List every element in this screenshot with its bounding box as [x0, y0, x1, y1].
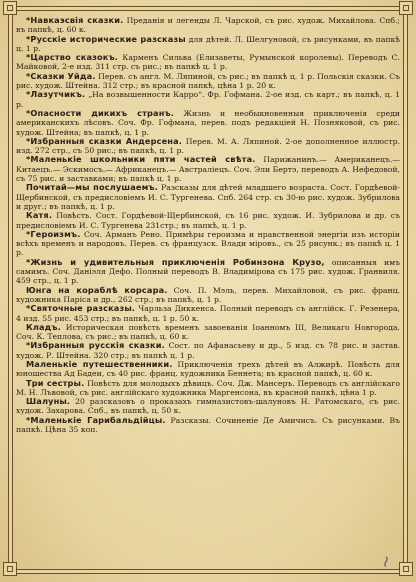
catalog-entry: [16, 304, 400, 323]
entry-title: Шалуны.: [26, 396, 71, 407]
entry-description: Повѣсть. Сост. Гордѣевой-Щербинской, съ 16 рис. худож. И. Зубрилова и др. съ предисловіемъ И. С. Тургенева 231стр.; въ папкѣ, ц. 1 р.: [16, 211, 400, 230]
entry-title: *Маленькіе школьники пяти частей свѣта.: [26, 154, 256, 165]
entry-title: *Избранныя русскія сказки.: [26, 340, 165, 351]
entry-description: для дѣтей. Л. Шелгуновой, съ рисунками, въ папкѣ ц. 1 р.: [16, 34, 400, 53]
entry-description: Приключенія трехъ дѣтей въ Алжирѣ. Повѣсть для юношества Ад Бадеи, съ 40 рис. франц. художника Беннета; въ красной папкѣ, ц. 60 к.: [16, 359, 400, 379]
catalog-entry: [16, 397, 400, 416]
entry-description: Историческая повѣсть временъ завоеванія Іоанномъ III, Великаго Новгорода. Соч. К. Теплова, съ рис.; въ папкѣ, ц. 60 к.: [16, 322, 400, 342]
catalog-entry: [16, 109, 400, 137]
entry-title: *Царство сказокъ.: [26, 52, 119, 63]
corner-ornament: [399, 562, 413, 576]
catalog-entry: [16, 379, 400, 398]
entry-title: *Святочные разсказы.: [26, 303, 136, 314]
catalog-entry: [16, 230, 400, 258]
entry-description: Повѣсть для молодыхъ дѣвицъ. Соч. Дж. Мансеръ. Переводъ съ англійскаго М. Н. Лъвовой, съ рис. англійскаго художника Маргенсона, въ красной папкѣ, цѣна 1 р.: [16, 378, 400, 397]
entry-title: *Избранныя сказки Андерсена.: [26, 135, 183, 146]
catalog-entry: [16, 341, 400, 360]
entry-description: Соч. Арманъ Рено. Примѣры героизма и нравственной энергіи изъ исторіи всѣхъ временъ и народовъ. Перев. съ французск. Влади міровъ., съ 25 рисунк.; въ папкѣ ц. 1 р.: [16, 229, 400, 258]
entry-title: Юнга на кораблѣ корсара.: [26, 284, 168, 295]
entry-title: Маленькіе путешественники.: [26, 358, 173, 369]
catalog-entry: [16, 360, 400, 379]
catalog-entry: [16, 211, 400, 230]
entry-description: Разсказы для дѣтей младшего возраста. Сост. Гордѣевой-Щербинской, съ предисловіемъ И. С. Тургенева. Спб. 264 стр. съ 30-ю рис. худож. Зубрилова и друг.; въ папкѣ, ц. 1 р.: [16, 183, 400, 211]
entry-title: *Героизмъ.: [26, 228, 81, 239]
entry-title: *Сказки Уйда.: [26, 70, 96, 81]
catalog-entry: [16, 323, 400, 342]
entry-description: Соч. П. Мэль, перев. Михайловой, съ рис. франц. художника Паріса и др., 262 стр.; въ папкѣ, ц. 1 р.: [16, 285, 400, 304]
corner-ornament: [399, 1, 413, 15]
corner-ornament: [3, 1, 17, 15]
catalog-entry: [16, 90, 400, 109]
entry-title: Катя.: [26, 210, 53, 221]
entry-title: *Навкаэсвія сказки.: [26, 16, 124, 25]
entry-title: *Лазутчикъ.: [26, 89, 86, 100]
entry-title: *Опасности дикихъ странъ.: [26, 107, 175, 118]
handwritten-annotation: ~: [374, 552, 396, 571]
catalog-entry: [16, 53, 400, 72]
entry-title: *Маленькіе Гарибальдійцы.: [26, 414, 166, 425]
entry-description: Карменъ Сильва (Елизаветы, Румынской королевы). Переводъ С. Майковой, 2-е изд. 311 стр. съ рис.; въ папкѣ ц. 1 р.: [16, 53, 400, 72]
entry-title: Почитай—мы послушаемъ.: [26, 182, 158, 193]
entry-description: Перев. М. А. Ляпиной. 2-ое дополненное иллюстр. изд. 272 стр., съ 50 рис.; въ папкѣ, ц. 1 р.: [16, 136, 400, 156]
entry-description: Чарльза Диккенса. Полный переводъ съ англійск. Г. Резенера, 4 изд. 55 рис. 453 стр.; въ папкѣ, ц. 1 р. 50 к.: [16, 304, 400, 323]
entry-title: *Жизнь и удивительныя приключенія Робинзона Крузо,: [26, 256, 325, 267]
entry-title: *Русскіе исторические разсказы: [26, 33, 186, 44]
catalog-list: [16, 16, 400, 572]
corner-ornament: [3, 562, 17, 576]
catalog-entry: [16, 155, 400, 183]
entry-description: Жизнь и необыкновенныя приключенія среди американскихъ лѣсовъ. Соч. Фр. Гофмана, перев. подъ редакціей Н. Позняковой, съ рис. худож. Штейна; въ папкѣ, ц. 1 р.: [16, 108, 400, 137]
entry-description: 20 разсказовъ о проказахъ гимназистовъ-шалуновъ Н. Ратомскаго, съ рис. худож. Захарова. Спб., въ папкѣ, ц. 50 к.: [16, 397, 400, 416]
entry-title: Кладъ.: [26, 321, 61, 332]
entry-description: Преданія и легенды Л. Чарской, съ рис. худож. Михайлова. Спб.; въ папкѣ, ц. 60 к.: [16, 16, 400, 35]
entry-description: Разсказы. Сочиненіе Де Амичисъ. Съ рисунками. Въ папкѣ. Цѣна 35 коп.: [16, 415, 400, 435]
entry-title: Три сестры.: [26, 377, 85, 388]
catalog-entry: [16, 258, 400, 286]
entry-description: „На возвышенности Карро“. Фр. Гофмана. 2-ое изд. съ карт.; въ папкѣ, ц. 1 р.: [16, 90, 400, 109]
catalog-entry: [16, 35, 400, 54]
entry-description: Сост. по Афанасьеву и др., 5 изд. съ 78 рис. и застав. худож. Р. Штейна. 320 стр.; въ папкѣ ц. 1 р.: [16, 341, 400, 360]
entry-description: описанныя имъ самимъ. Соч. Даніэля Дефо. Полный переводъ В. Владимірова съ 175 рис. худож. Гранвиля. 459 стр., ц. 1 р.: [16, 257, 400, 286]
catalog-entry: [16, 16, 400, 35]
entry-description: Перев. съ англ. М. Ляпиной, съ рис.; въ папкѣ ц. 1 р. Польскія сказки. Съ рис. худож. Штейна. 312 стр.; въ красной папкѣ, цѣна 1 р. 20 к.: [16, 71, 400, 91]
entry-description: Парижанинъ.— Американецъ.— Китаецъ.— Эскимосъ.— Африканецъ.— Австралiецъ. Соч. Эли Бертэ, переводъ А. Нефедовой, съ 75 рис. и заставками; въ папкѣ ц. 1 р.: [16, 155, 400, 184]
catalog-entry: [16, 183, 400, 211]
catalog-entry: [16, 416, 400, 435]
catalog-entry: [16, 72, 400, 91]
catalog-entry: [16, 137, 400, 156]
catalog-entry: [16, 286, 400, 305]
